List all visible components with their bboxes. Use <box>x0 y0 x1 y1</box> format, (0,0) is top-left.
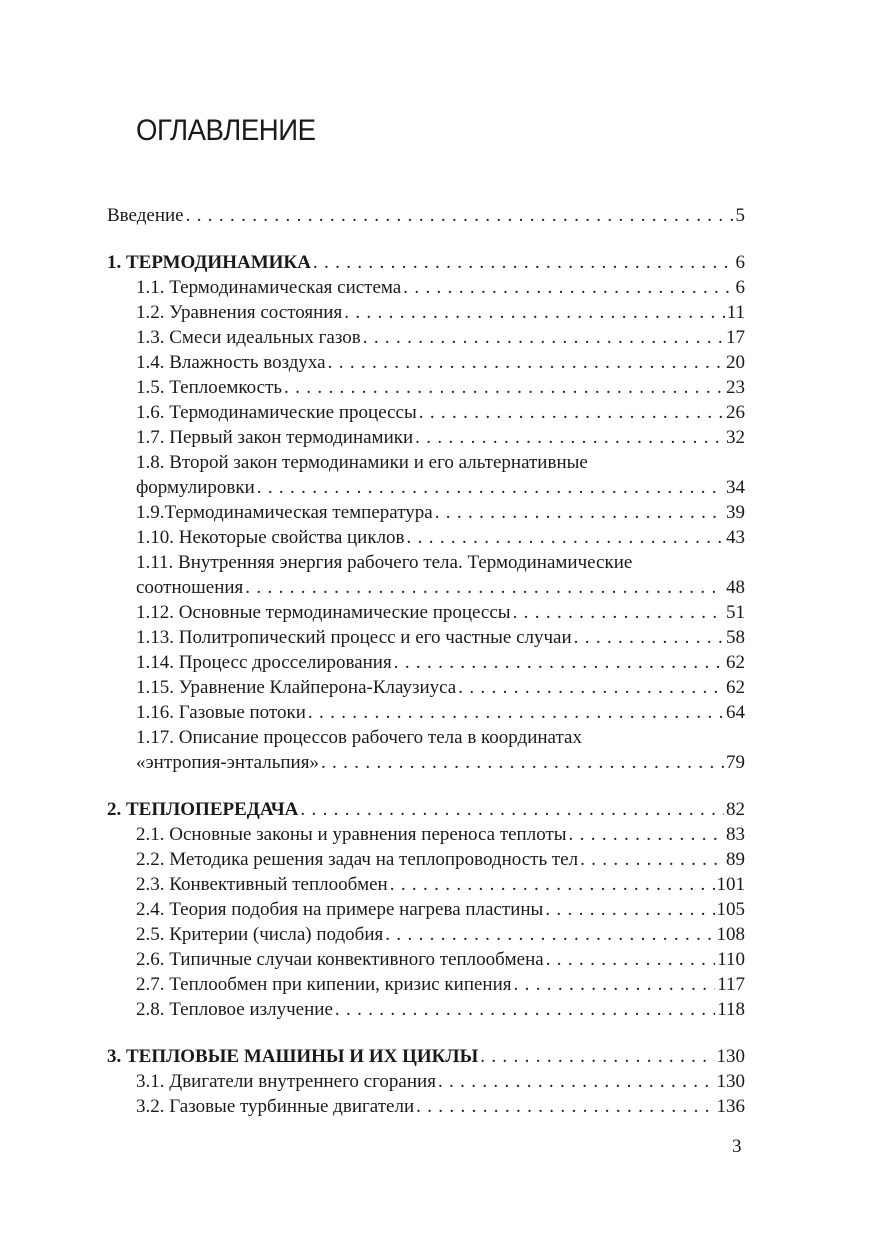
toc-page-number: 26 <box>726 402 745 423</box>
toc-entry[interactable] <box>107 300 745 325</box>
toc-entry[interactable] <box>107 1069 745 1094</box>
toc-page-number: 89 <box>726 849 745 870</box>
toc-entry-title-continued: формулировки <box>136 477 255 498</box>
toc-entry-title: 3.1. Двигатели внутреннего сгорания <box>136 1071 436 1092</box>
toc-entry-title: 1.13. Политропический процесс и его частные случаи <box>136 627 572 648</box>
toc-entry[interactable] <box>107 972 745 997</box>
toc-entry-title: 1. ТЕРМОДИНАМИКА <box>107 252 311 273</box>
dot-leader <box>385 922 714 947</box>
dot-leader <box>415 425 724 450</box>
toc-entry-title: 1.7. Первый закон термодинамики <box>136 427 414 448</box>
dot-leader <box>245 575 724 600</box>
toc-entry[interactable] <box>107 922 745 947</box>
toc-page-number: 20 <box>726 352 745 373</box>
toc-entry[interactable] <box>107 650 745 675</box>
toc-entry-title: 2.1. Основные законы и уравнения переноса теплоты <box>136 824 567 845</box>
toc-entry-title: 1.9.Термодинамическая температура <box>136 502 433 523</box>
toc-entry-title: 1.15. Уравнение Клайперона-Клаузиуса <box>136 677 457 698</box>
toc-page-number: 130 <box>716 1046 745 1067</box>
toc-page-number: 79 <box>726 752 745 773</box>
toc-entry[interactable] <box>107 675 745 700</box>
dot-leader <box>284 375 724 400</box>
toc-entry[interactable] <box>107 997 745 1022</box>
toc-entry-title: 2.4. Теория подобия на примере нагрева пластины <box>136 899 544 920</box>
dot-leader <box>480 1044 714 1069</box>
dot-leader <box>313 250 734 275</box>
toc-entry[interactable] <box>107 375 745 400</box>
toc-page-number: 23 <box>726 377 745 398</box>
toc-entry-title: 3.2. Газовые турбинные двигатели <box>136 1096 415 1117</box>
dot-leader <box>416 1094 714 1119</box>
toc-section <box>107 797 745 1022</box>
dot-leader <box>458 675 724 700</box>
dot-leader <box>394 650 724 675</box>
dot-leader <box>335 997 715 1022</box>
toc-page-number: 110 <box>717 949 745 970</box>
toc-entry[interactable] <box>107 425 745 450</box>
dot-leader <box>308 700 724 725</box>
dot-leader <box>403 275 733 300</box>
dot-leader <box>300 797 724 822</box>
dot-leader <box>514 972 716 997</box>
dot-leader <box>435 500 724 525</box>
toc-page-number: 62 <box>726 677 745 698</box>
toc-entry[interactable] <box>107 575 745 600</box>
toc-entry-title: 2.2. Методика решения задач на теплопроводность тел <box>136 849 579 870</box>
toc-entry-line[interactable] <box>107 450 745 475</box>
toc-entry-title: 1.11. Внутренняя энергия рабочего тела. Термодинамические <box>136 552 633 573</box>
toc-section <box>107 250 745 775</box>
dot-leader <box>321 750 724 775</box>
toc-entry[interactable] <box>107 275 745 300</box>
toc-page-number: 62 <box>726 652 745 673</box>
toc-entry-title: 1.8. Второй закон термодинамики и его альтернативные <box>136 452 588 473</box>
toc-entry-title: 2.3. Конвективный теплообмен <box>136 874 388 895</box>
toc-section <box>107 1044 745 1119</box>
toc-page-number: 136 <box>716 1096 745 1117</box>
toc-page-number: 108 <box>716 924 745 945</box>
toc-entry[interactable] <box>107 847 745 872</box>
toc-section <box>107 203 745 228</box>
toc-entry-line[interactable] <box>107 725 745 750</box>
dot-leader <box>328 350 724 375</box>
dot-leader <box>513 600 724 625</box>
toc-page-number: 6 <box>735 252 745 273</box>
toc-entry[interactable] <box>107 822 745 847</box>
toc-entry-title: 1.6. Термодинамические процессы <box>136 402 417 423</box>
toc-entry[interactable] <box>107 872 745 897</box>
page-number: 3 <box>732 1136 742 1157</box>
toc-entry-title: 1.4. Влажность воздуха <box>136 352 326 373</box>
toc-page-number: 17 <box>726 327 745 348</box>
toc-page-number: 117 <box>717 974 745 995</box>
toc-entry[interactable] <box>107 475 745 500</box>
dot-leader <box>186 203 734 228</box>
toc-entry-title: 2.8. Тепловое излучение <box>136 999 333 1020</box>
dot-leader <box>363 325 724 350</box>
toc-entry-line[interactable] <box>107 550 745 575</box>
toc-entry-title: 2.5. Критерии (числа) подобия <box>136 924 384 945</box>
toc-page-number: 11 <box>726 302 745 323</box>
toc-entry-title: 1.14. Процесс дросселирования <box>136 652 392 673</box>
toc-entry-title-continued: «энтропия-энтальпия» <box>136 752 319 773</box>
dot-leader <box>390 872 715 897</box>
toc-entry[interactable] <box>107 500 745 525</box>
toc-entry-title: 2. ТЕПЛОПЕРЕДАЧА <box>107 799 299 820</box>
dot-leader <box>419 400 724 425</box>
toc-page-number: 82 <box>726 799 745 820</box>
toc-entry-title: 1.17. Описание процессов рабочего тела в координатах <box>136 727 582 748</box>
toc-entry[interactable] <box>107 203 745 228</box>
dot-leader <box>569 822 724 847</box>
toc-entry[interactable] <box>107 797 745 822</box>
toc-entry-title: 1.1. Термодинамическая система <box>136 277 402 298</box>
dot-leader <box>407 525 724 550</box>
toc-page-number: 39 <box>726 502 745 523</box>
toc-entry[interactable] <box>107 325 745 350</box>
toc-page-number: 64 <box>726 702 745 723</box>
dot-leader <box>344 300 724 325</box>
toc-page-number: 32 <box>726 427 745 448</box>
toc-entry[interactable] <box>107 400 745 425</box>
toc-entry-title: 1.10. Некоторые свойства циклов <box>136 527 405 548</box>
toc-entry[interactable] <box>107 625 745 650</box>
dot-leader <box>545 897 714 922</box>
toc-entry[interactable] <box>107 750 745 775</box>
toc-entry-title: 2.6. Типичные случаи конвективного теплообмена <box>136 949 544 970</box>
toc-page-number: 130 <box>716 1071 745 1092</box>
dot-leader <box>546 947 716 972</box>
toc-page-number: 5 <box>735 205 745 226</box>
toc-entry[interactable] <box>107 700 745 725</box>
toc-entry-title: 1.2. Уравнения состояния <box>136 302 343 323</box>
dot-leader <box>257 475 724 500</box>
toc-entry-title: Введение <box>107 205 184 226</box>
page-title: ОГЛАВЛЕНИЕ <box>136 114 316 147</box>
toc-entry[interactable] <box>107 947 745 972</box>
toc-page-number: 48 <box>726 577 745 598</box>
toc-page-number: 6 <box>735 277 745 298</box>
toc-entry[interactable] <box>107 250 745 275</box>
toc-page-number: 51 <box>726 602 745 623</box>
toc-page-number: 43 <box>726 527 745 548</box>
toc-entry[interactable] <box>107 897 745 922</box>
toc-entry-title: 2.7. Теплообмен при кипении, кризис кипения <box>136 974 512 995</box>
toc-entry-title: 1.5. Теплоемкость <box>136 377 283 398</box>
table-of-contents <box>107 203 745 1141</box>
toc-page-number: 58 <box>726 627 745 648</box>
toc-entry-title-continued: соотношения <box>136 577 244 598</box>
toc-entry[interactable] <box>107 1044 745 1069</box>
toc-entry[interactable] <box>107 600 745 625</box>
dot-leader <box>438 1069 715 1094</box>
toc-page-number: 101 <box>716 874 745 895</box>
dot-leader <box>580 847 724 872</box>
toc-page-number: 118 <box>717 999 745 1020</box>
toc-entry-title: 3. ТЕПЛОВЫЕ МАШИНЫ И ИХ ЦИКЛЫ <box>107 1046 479 1067</box>
toc-entry-title: 1.12. Основные термодинамические процессы <box>136 602 511 623</box>
toc-page-number: 34 <box>726 477 745 498</box>
dot-leader <box>574 625 724 650</box>
toc-entry[interactable] <box>107 525 745 550</box>
toc-entry-title: 1.16. Газовые потоки <box>136 702 306 723</box>
toc-entry-title: 1.3. Смеси идеальных газов <box>136 327 361 348</box>
toc-entry[interactable] <box>107 350 745 375</box>
toc-entry[interactable] <box>107 1094 745 1119</box>
toc-page-number: 83 <box>726 824 745 845</box>
toc-page-number: 105 <box>716 899 745 920</box>
